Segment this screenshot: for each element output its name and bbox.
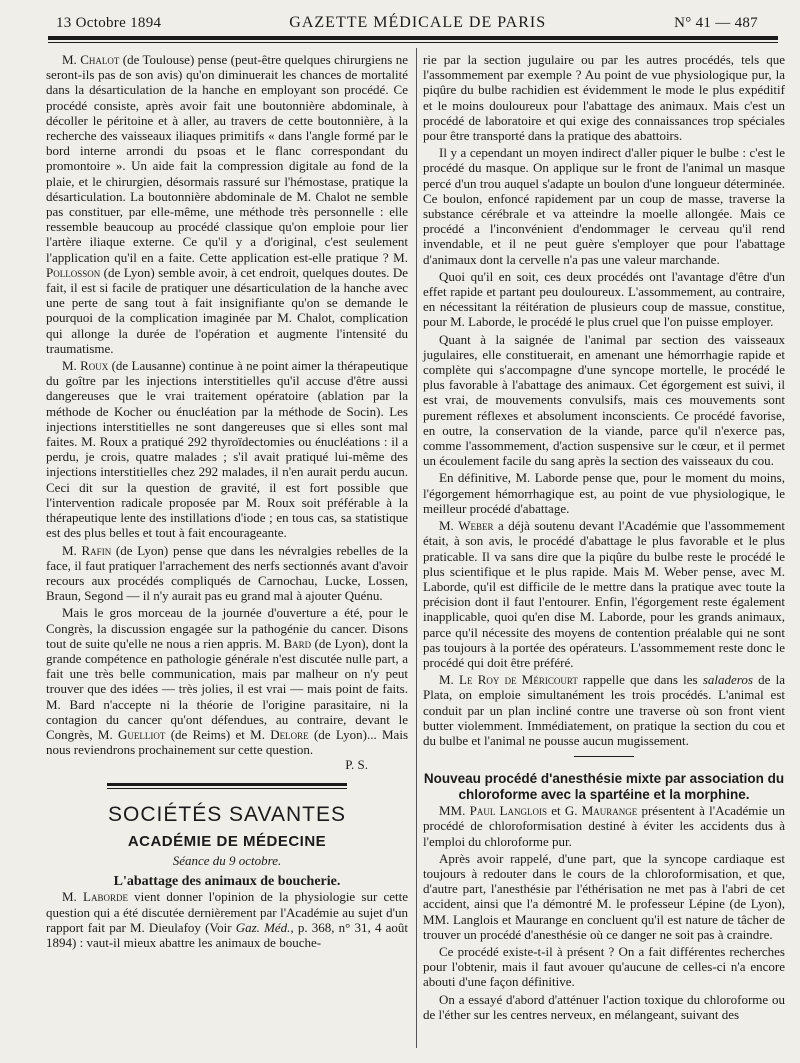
person-name: Guelliot (118, 726, 166, 742)
text-run: Mais le gros morceau de la journée d'ouverture a été, pour le Congrès, la discussion engagée sur la pathogénie du cancer. Disons tout de suite qu'elle ne nous a rien appris. M. (46, 605, 408, 651)
text-run: M. (62, 358, 81, 374)
paragraph-syncope (423, 851, 785, 942)
text-run: (de Lyon) pense que dans les névralgies rebelles de la face, il faut pratiquer l'arrachement des nerfs sectionnés avant d'avoir recours aux procédés compliqués de Carnochau, Lucke, Lossen, Braun, Segond — il n'y aurait pas eu grand mal à ajouter Quénu. (46, 542, 408, 604)
person-name: Chalot (80, 52, 120, 67)
section-rule-thin (107, 788, 347, 789)
text-run: M. (62, 542, 82, 558)
text-run: M. (62, 52, 81, 67)
person-name: Le Roy de Méricourt (459, 672, 578, 688)
column-divider (416, 48, 417, 1048)
paragraph-saignee (423, 332, 785, 469)
text-run: de la Plata, on emploie simultanément les trois procédés. L'animal est conduit par un plan incliné contre une traverse où son front vient butter violemment. Immédiatement, on pratique la section du cou et du bulbe et l'animal ne pousse aucun mugissement. (423, 672, 786, 748)
person-name: Weber (458, 518, 494, 534)
text-run: rie par la section jugulaire ou par les autres procédés, tels que l'assommement par exemple ? Au point de vue physiologique pur, la piqûre du bulbe rachidien est évidemment le mode le plus expéditif et le moins douloureux pour l'abattage des animaux. Mais c'est un procédé de laboratoire et qui exige des connaissances trop spéciales pour être transporté dans la pratique des abattoirs. (423, 52, 785, 144)
text-run: (de Reims) et M. (165, 726, 271, 742)
person-name: Delore (270, 726, 309, 742)
signature: P. S. (345, 757, 368, 773)
italic-text: Gaz. Méd. (235, 919, 291, 935)
left-column (46, 52, 408, 950)
paragraph-cancer (46, 605, 408, 757)
issue-date: 13 Octobre 1894 (56, 14, 162, 31)
text-run: En définitive, M. Laborde pense que, pour le moment du moins, l'égorgement hémorrhagique est, au point de vue physiologique, le meilleur procédé d'abattage. (423, 470, 785, 516)
article-title: Nouveau procédé d'anesthésie mixte par association du chloroforme avec la spartéine et la morphine. (423, 771, 785, 803)
section-title: SOCIÉTÉS SAVANTES (108, 802, 346, 826)
header-rule-thick (48, 36, 778, 40)
section-rule-thick (107, 783, 347, 786)
text-run: M. (439, 672, 460, 688)
text-run: rappelle que dans les (577, 672, 703, 688)
article-subheading: L'abattage des animaux de boucherie. (113, 874, 341, 890)
italic-text: saladeros (702, 672, 753, 688)
text-run: a déjà soutenu devant l'Académie que l'assommement était, à son avis, le procédé d'abattage le plus favorable et le plus praticable. Il va sans dire que la piqûre du bulbe reste le procédé le plus scientifique et le plus rapide. Mais M. Weber pense, avec M. Laborde, qu'il est difficile de le mettre dans la pratique avec toute la précision dont il faut l'entourer. Enfin, l'égorgement reste également inapplicable, quoi qu'en dise M. Laborde, pour les grands animaux, parce qu'il nécessite des moyens de contention préalable qui ne sont pas toujours à la portée des opérateurs. L'assommement reste donc le procédé qui doit être préféré. (423, 518, 785, 670)
paragraph-attenuer (423, 992, 785, 1022)
journal-title: GAZETTE MÉDICALE DE PARIS (289, 14, 547, 31)
paragraph-weber (423, 518, 785, 670)
person-name: Bard (283, 635, 312, 651)
text-run: (de Lausanne) continue à ne point aimer la thérapeutique du goître par les injections interstitielles qu'il accuse d'être aussi dangereuses que le vrai traitement opératoire (ablation par la méthode de Kocher ou énucléation par la méthode de Socin). Les injections interstitielles ne sont dangereuses que si elles sont mal faites. M. Roux a pratiqué 292 thyroïdectomies ou énucléations : il a perdu, je crois, quatre malades ; s'il avait pratiqué lui-même des injections interstitielles chez 292 malades, il n'en aurait perdu aucun. Ceci dit sur la question de gravité, il est fort possible que l'intervention radicale proposée par M. Roux soit préférable à la thérapeutique lente des instillations d'iode ; en tous cas, sa statistique est des plus belles et tout à fait encourageante. (46, 358, 408, 541)
text-run: présentent à l'Académie un procédé de chloroformisation destiné à éviter les accidents dus à l'emploi du chloroforme pur. (423, 803, 785, 849)
text-run: (de Lyon)... Mais nous reviendrons prochainement sur cette question. (46, 726, 409, 758)
text-run: Il y a cependant un moyen indirect d'aller piquer le bulbe : c'est le procédé du masque. On applique sur le front de l'animal un masque percé d'un trou auquel s'adapte un boulon d'une longueur déterminée. Ce boulon, enfoncé rapidement par un coup de masse, traverse la substance cérébrale et va atteindre la moelle allongée. Mais ce procédé a l'inconvénient d'endommager le cerveau qu'il rend invendable, et il ne peut guère s'employer que pour l'abattage d'animaux dont la cervelle n'a pas une valeur marchande. (423, 145, 785, 267)
header-rule-thin (48, 42, 778, 43)
paragraph-langlois (423, 803, 785, 849)
person-name: Maurange (581, 803, 638, 819)
paragraph-roux (46, 358, 408, 540)
text-run: vient donner l'opinion de la physiologie sur cette question qui a été discutée dernièrement par l'Académie au sujet d'un rapport fait par M. Dieulafoy (Voir (46, 889, 409, 935)
text-run: M. (439, 518, 459, 534)
text-run: Ce procédé existe-t-il à présent ? On a fait différentes recherches pour l'obtenir, mais il faut avouer qu'aucune de celles-ci n'a encore abouti d'une façon définitive. (423, 943, 785, 990)
text-run: MM. (439, 803, 470, 819)
text-run: On a essayé d'abord d'atténuer l'action toxique du chloroforme ou de l'éther sur les centres nerveux, en mélangeant, suivant des (423, 991, 785, 1022)
person-name: Laborde (83, 889, 128, 905)
paragraph-continued (423, 52, 785, 143)
paragraph-existe (423, 944, 785, 990)
text-run: M. (62, 889, 84, 905)
academy-heading: ACADÉMIE DE MÉDECINE (127, 832, 327, 850)
paragraph-rafin (46, 543, 408, 604)
text-run: (de Lyon) semble avoir, à cet endroit, quelques doutes. De fait, il est si facile de pratiquer une désarticulation de la hanche avec une perte de sang tout à fait insignifiante qu'on se demande le pourquoi de la complication imaginée par M. Chalot, complication qui allonge la durée de l'opération et augmente l'intensité du traumatisme. (46, 264, 408, 356)
text-run: Après avoir rappelé, d'une part, que la syncope cardiaque est toujours à redouter dans le cours de la chloroformisation, et que, d'autre part, l'anesthésie par l'éthérisation ne met pas à l'abri de cet accident, ainsi que l'a démontré M. le professeur Lépine (de Lyon), MM. Langlois et Maurange en concluent qu'il est nature de tâcher de trouver un procédé d'anesthésie où ce danger ne soit pas à craindre. (423, 850, 785, 942)
paragraph-chalot (46, 52, 408, 356)
paragraph-assommement (423, 269, 785, 330)
person-name: Roux (80, 358, 109, 374)
text-run: Quoi qu'il en soit, ces deux procédés ont l'avantage d'être d'un effet rapide et partant peu douloureux. L'assommement, au contraire, en nécessitant la réitération de plusieurs coup de massue, constitue, pour M. Laborde, le procédé le plus cruel que l'on puisse employer. (423, 268, 785, 330)
paragraph-le-roy (423, 672, 785, 748)
page-header (56, 8, 758, 38)
text-run: (de Lyon), dont la grande compétence en pathologie générale n'est discutée nulle part, a fait une très belle communication, mais par malheur on n'y peut trouver que des idées — très jolies, il est vrai — mais point de faits. M. Bard n'accepte ni la théorie de l'origine parasitaire, ni la contagion du cancer qu'ont défendues, au contraire, devant le Congrès, M. (46, 635, 408, 742)
paragraph-masque (423, 145, 785, 267)
paragraph-definitive (423, 470, 785, 516)
text-run: Quant à la saignée de l'animal par section des vaisseaux jugulaires, elle constituerait, en amenant une hémorrhagie rapide et complète qui s'accompagne d'une syncope mortelle, le procédé le plus favorable à l'abattage des animaux. Cet égorgement est suivi, il est vrai, de mouvements convulsifs, mais ces mouvements sont purement réflexes et absolument inconscients. Ce procédé favorise, en outre, la conservation de la viande, parce qu'il n'exerce pas, comme l'assommement, d'action suspensive sur le cœur, et il permet un écoulement facile du sang après la section des vaisseaux du cou. (423, 331, 785, 469)
paragraph-laborde (46, 889, 408, 950)
person-name: Rafin (81, 542, 112, 558)
issue-number: N° 41 — 487 (674, 14, 758, 31)
text-run: et G. (546, 803, 582, 819)
person-name: Paul Langlois (469, 803, 547, 819)
session-date: Séance du 9 octobre. (172, 852, 282, 868)
person-name: Pollosson (46, 264, 101, 280)
text-run: , p. 368, n° 31, 4 août 1894) : vaut-il mieux abattre les animaux de bouche- (46, 919, 408, 950)
text-run: (de Toulouse) pense (peut-être quelques chirurgiens ne seront-ils pas de son avis) qu'on diminuerait les chances de mortalité dans la désarticulation de la hanche en employant son procédé. Ce procédé consiste, après avoir fait une boutonnière abdominale, à décoller le péritoine et à aller, au travers de cette boutonnière, à la recherche des vaisseaux iliaques primitifs « dans l'angle formé par le bord interne arrondi du psoas et le flanc correspondant du promontoire ». Un aide fait la compression digitale au fond de la plaie, et le chirurgien, désormais rassuré sur l'hémostase, pratique la désarticulation. La boutonnière abdominale de M. Chalot ne semble pas constituer, par elle-même, une méthode très personnelle : elle ressemble beaucoup au procédé classique qu'on emploie pour lier l'artère iliaque externe. Ce qu'il y a d'original, c'est seulement l'application qu'il en a faite. Cette application est-elle pratique ? M. (46, 52, 408, 265)
article-rule (574, 756, 634, 757)
right-column (423, 52, 785, 1022)
